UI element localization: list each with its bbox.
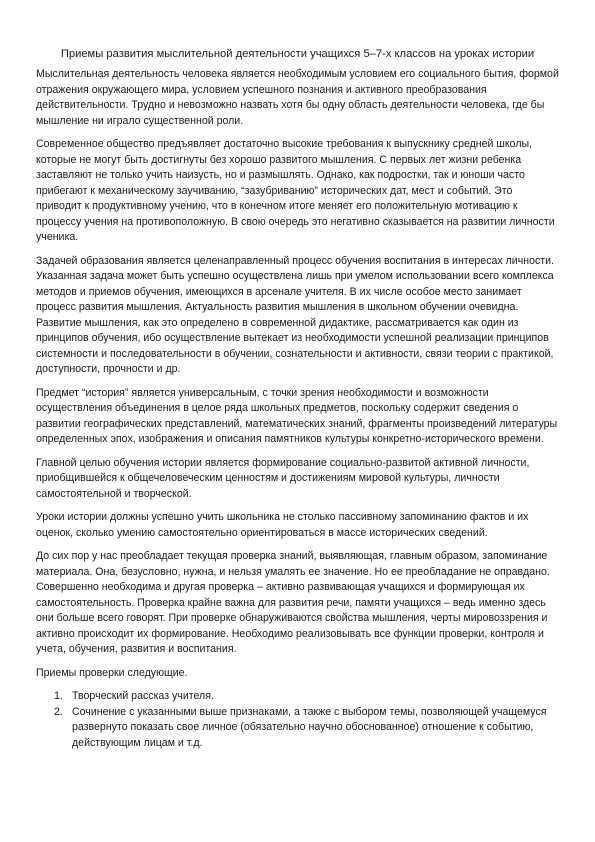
list-item-text: Сочинение с указанными выше признаками, а также с выбором темы, позволяющей учащемуся развернуто показать свое личное (обязательно научно обоснованное) отношение к событию, действующим лицам и т.д. bbox=[72, 705, 547, 749]
paragraph: Уроки истории должны успешно учить школьника не столько пассивному запоминанию фактов и их оценок, сколько умению самостоятельно ориентироваться в массе исторических сведений. bbox=[36, 511, 529, 539]
list-item bbox=[54, 705, 559, 752]
list-number: 1. bbox=[54, 690, 63, 702]
paragraph: Приемы проверки следующие. bbox=[36, 666, 188, 679]
paragraph: До сих пор у нас преобладает текущая проверка знаний, выявляющая, главным образом, запоминание материала. Она, безусловно, нужна, и нельзя умалять ее значение. Но ее преобладание не оправдано. Совершенно необходима и другая проверка – активно развивающая учащихся и формирующая их самостоятельность. Проверка крайне важна для развития речи, памяти учащихся – ведь именно здесь они больше всего говорят. При проверке обнаруживаются свойства мышления, черты мировоззрения и активно происходит их формирование. Необходимо реализовывать все функции проверки, контроля и учета, обучения, развития и воспитания. bbox=[36, 550, 550, 655]
numbered-list bbox=[36, 689, 559, 751]
paragraph: Современное общество предъявляет достаточно высокие требования к выпускнику средней школы, которые не могут быть достигнуты без хорошо развитого мышления. С первых лет жизни ребенка заставляют не только учить наизусть, но и размышлять. Однако, как подростки, так и юноши часто прибегают к механическому заучиванию, “зазубриванию” исторических дат, мест и событий. Это приводит к продуктивному учению, что в конечном итоге меняет его положительную мотивацию к процессу учения на противоположную. В свою очередь это негативно сказывается на развитии личности ученика. bbox=[36, 138, 555, 243]
document-title: Приемы развития мыслительной деятельности учащихся 5–7-х классов на уроках истории bbox=[60, 48, 535, 60]
list-item-text: Творческий рассказ учителя. bbox=[72, 690, 214, 702]
paragraph: Предмет “история” является универсальным, с точки зрения необходимости и возможности осуществления объединения в целое ряда школьных предметов, поскольку содержит сведения о развитии географических представлений, математических знаний, фрагменты произведений литературы определенных эпох, изображения и описания памятников культуры конкретно-исторического времени. bbox=[36, 386, 558, 445]
paragraph: Мыслительная деятельность человека является необходимым условием его социального бытия, формой отражения окружающего мира, условием успешного познания и активного преобразования действительности. Трудно и невозможно назвать хотя бы одну область деятельности человека, где бы мышление ни играло существенной роли. bbox=[36, 68, 559, 127]
list-item bbox=[54, 689, 559, 705]
document-page bbox=[36, 46, 559, 751]
paragraph: Главной целью обучения истории является формирование социально-развитой активной личности, приобщившейся к общечеловеческим ценностям и достижениям мировой культуры, личности самостоятельной и творческой. bbox=[36, 456, 530, 500]
paragraph: Задачей образования является целенаправленный процесс обучения воспитания в интересах личности. Указанная задача может быть успешно осуществлена лишь при умелом использовании всего комплекса методов и приемов обучения, имеющихся в арсенале учителя. В их числе особое место занимает процесс развития мышления. Актуальность развития мышления в школьном обучении очевидна. Развитие мышления, как это определено в современной дидактике, рассматривается как один из принципов обучения, ибо осуществление вытекает из необходимости успешной реализации принципов системности и последовательности в обучении, сознательности и активности, связи теории с практикой, доступности, прочности и др. bbox=[36, 254, 555, 375]
list-number: 2. bbox=[54, 705, 63, 718]
